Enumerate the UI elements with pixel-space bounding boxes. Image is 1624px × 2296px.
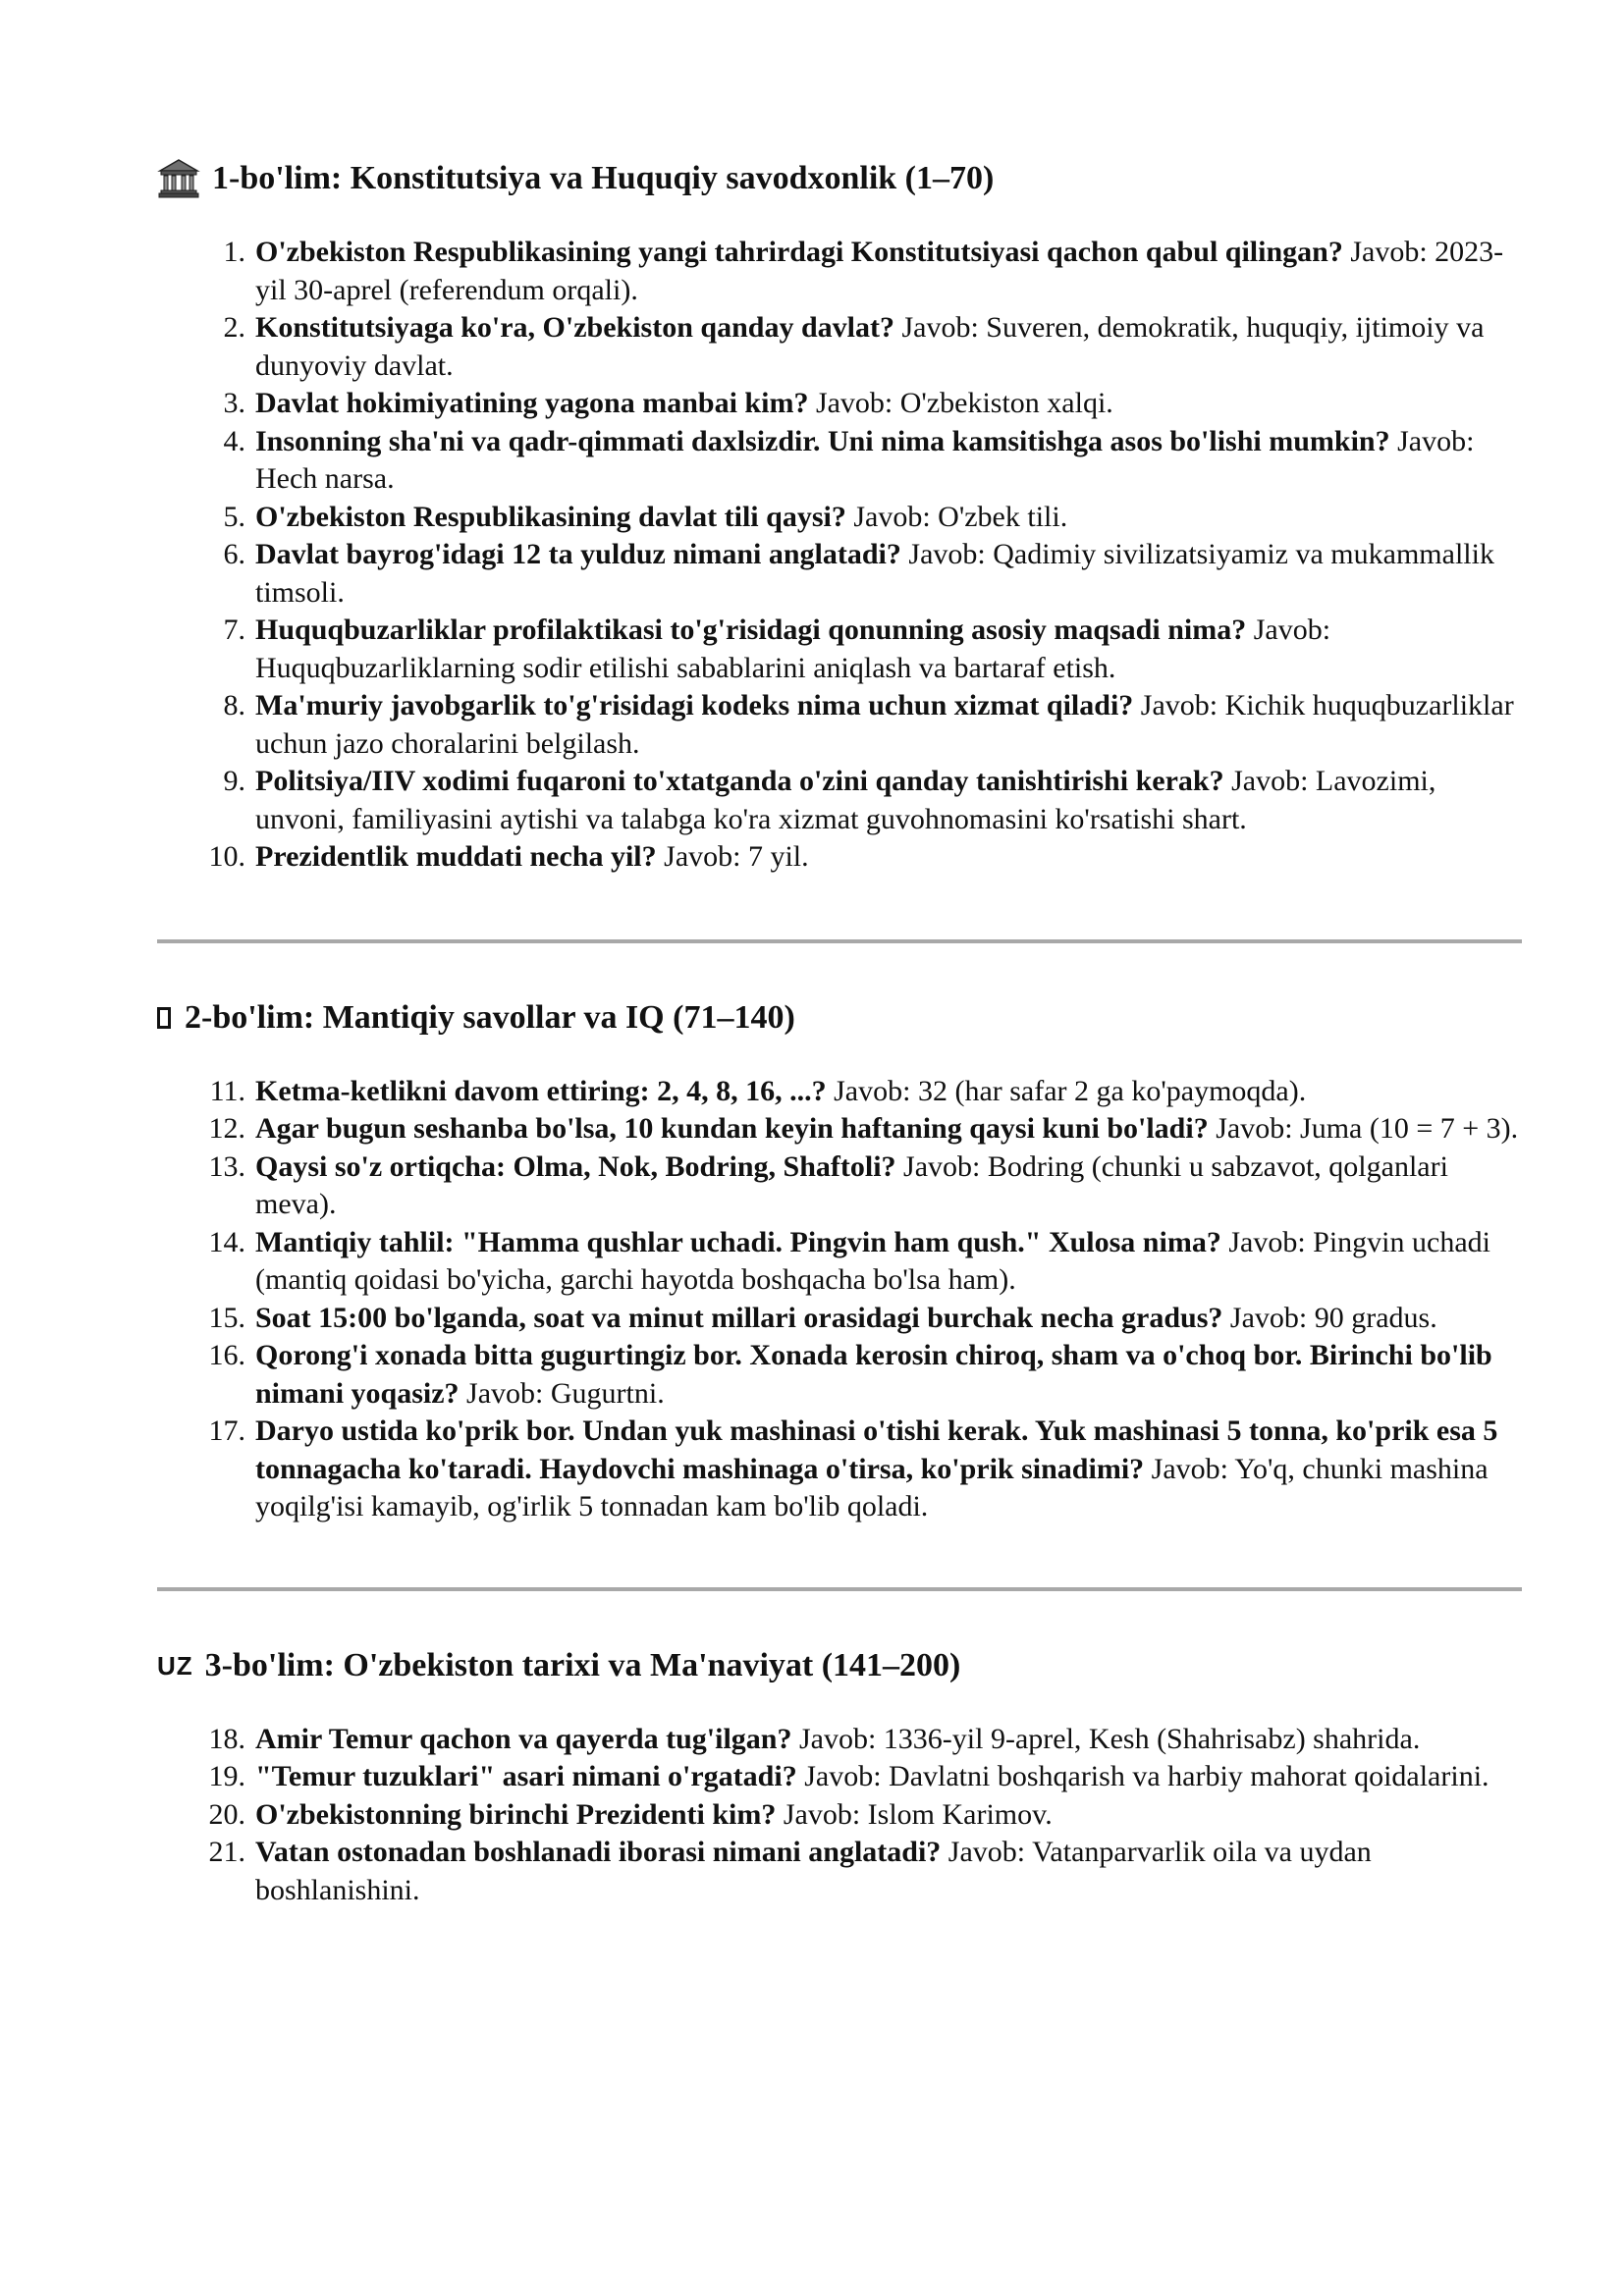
list-item	[157, 1073, 1522, 1111]
item-number: 20.	[208, 1797, 245, 1831]
list-item	[157, 838, 1522, 877]
answer-text: Javob: Hech narsa.	[255, 424, 1475, 495]
question-text: Davlat hokimiyatining yagona manbai kim?	[255, 387, 809, 419]
answer-text: Javob: Bodring (chunki u sabzavot, qolganlari meva).	[255, 1149, 1448, 1220]
item-number: 9.	[223, 765, 245, 797]
list-item	[157, 763, 1522, 838]
section-title: 2-bo'lim: Mantiqiy savollar va IQ (71–140)	[185, 998, 795, 1036]
question-text: Mantiqiy tahlil: "Hamma qushlar uchadi. Pingvin ham qush." Xulosa nima?	[255, 1225, 1221, 1258]
item-number: 19.	[208, 1760, 245, 1792]
answer-text: Javob: Juma (10 = 7 + 3).	[1208, 1112, 1519, 1145]
question-text: "Temur tuzuklari" asari nimani o'rgatadi?	[255, 1760, 797, 1792]
list-item	[157, 309, 1522, 385]
item-number: 21.	[208, 1836, 245, 1868]
item-number: 14.	[208, 1225, 245, 1258]
list-item	[157, 1148, 1522, 1224]
question-text: O'zbekiston Respublikasining yangi tahrirdagi Konstitutsiyasi qachon qabul qilingan?	[255, 236, 1343, 268]
answer-text: Javob: 90 gradus.	[1222, 1301, 1437, 1334]
item-number: 10.	[208, 840, 245, 873]
question-text: Vatan ostonadan boshlanadi iborasi nimani anglatadi?	[255, 1836, 942, 1868]
list-item	[157, 1796, 1522, 1835]
answer-text: Javob: Pingvin uchadi (mantiq qoidasi bo'yicha, garchi hayotda boshqacha bo'lsa ham).	[255, 1225, 1490, 1296]
list-item	[157, 536, 1522, 612]
list-item	[157, 1758, 1522, 1796]
list-item	[157, 1224, 1522, 1300]
document-page	[157, 157, 1522, 1909]
item-number: 15.	[208, 1301, 245, 1334]
section-heading	[157, 1644, 1522, 1687]
list-item	[157, 1834, 1522, 1909]
question-text: Prezidentlik muddati necha yil?	[255, 840, 657, 873]
item-number: 7.	[223, 614, 245, 646]
answer-text: Javob: Suveren, demokratik, huquqiy, ijtimoiy va dunyoviy davlat.	[255, 311, 1485, 382]
question-text: Qorong'i xonada bitta gugurtingiz bor. Xonada kerosin chiroq, sham va o'choq bor. Birinchi bo'lib nimani yoqasiz?	[255, 1339, 1492, 1410]
question-list	[157, 1073, 1522, 1526]
question-text: Insonning sha'ni va qadr-qimmati daxlsizdir. Uni nima kamsitishga asos bo'lishi mumkin?	[255, 424, 1390, 457]
question-text: Politsiya/IIV xodimi fuqaroni to'xtatganda o'zini qanday tanishtirishi kerak?	[255, 765, 1224, 797]
item-number: 16.	[208, 1339, 245, 1371]
question-text: Daryo ustida ko'prik bor. Undan yuk mashinasi o'tishi kerak. Yuk mashinasi 5 tonna, ko'prik esa 5 tonnagacha ko'taradi. Haydovchi mashinaga o'tirsa, ko'prik sinadimi?	[255, 1415, 1498, 1485]
list-item	[157, 1413, 1522, 1526]
item-number: 2.	[223, 311, 245, 344]
answer-text: Javob: 7 yil.	[656, 840, 809, 873]
answer-text: Javob: O'zbekiston xalqi.	[808, 387, 1113, 419]
list-item	[157, 1337, 1522, 1413]
list-item	[157, 612, 1522, 687]
section-3	[157, 1644, 1522, 1910]
item-number: 18.	[208, 1722, 245, 1755]
answer-text: Javob: Davlatni boshqarish va harbiy mahorat qoidalarini.	[796, 1760, 1489, 1792]
item-number: 3.	[223, 387, 245, 419]
list-item	[157, 234, 1522, 309]
answer-text: Javob: Lavozimi, unvoni, familiyasini aytishi va talabga ko'ra xizmat guvohnomasini ko'rsatishi shart.	[255, 765, 1436, 835]
section-title: 3-bo'lim: O'zbekiston tarixi va Ma'naviyat (141–200)	[204, 1646, 961, 1683]
list-item	[157, 1300, 1522, 1338]
classical-building-icon	[157, 157, 200, 200]
item-number: 5.	[223, 500, 245, 533]
list-item	[157, 1721, 1522, 1759]
question-text: Konstitutsiyaga ko'ra, O'zbekiston qanday davlat?	[255, 311, 894, 344]
item-number: 17.	[208, 1415, 245, 1447]
question-list	[157, 1721, 1522, 1910]
answer-text: Javob: Vatanparvarlik oila va uydan boshlanishini.	[255, 1836, 1372, 1906]
section-heading	[157, 996, 1522, 1040]
question-list	[157, 234, 1522, 877]
list-item	[157, 687, 1522, 763]
question-text: O'zbekiston Respublikasining davlat tili qaysi?	[255, 500, 846, 533]
section-2	[157, 996, 1522, 1526]
answer-text: Javob: Kichik huquqbuzarliklar uchun jazo choralarini belgilash.	[255, 689, 1514, 760]
list-item	[157, 499, 1522, 537]
item-number: 6.	[223, 538, 245, 570]
answer-text: Javob: Islom Karimov.	[776, 1797, 1053, 1831]
list-item	[157, 385, 1522, 423]
answer-text: Javob: Yo'q, chunki mashina yoqilg'isi kamayib, og'irlik 5 tonnadan kam bo'lib qoladi.	[255, 1452, 1489, 1522]
answer-text: Javob: Gugurtni.	[459, 1376, 665, 1410]
section-title: 1-bo'lim: Konstitutsiya va Huquqiy savodxonlik (1–70)	[212, 160, 995, 196]
question-text: Qaysi so'z ortiqcha: Olma, Nok, Bodring, Shaftoli?	[255, 1149, 896, 1183]
list-item	[157, 423, 1522, 499]
question-text: Ma'muriy javobgarlik to'g'risidagi kodeks nima uchun xizmat qiladi?	[255, 689, 1134, 721]
answer-text: Javob: O'zbek tili.	[845, 500, 1068, 533]
item-number: 12.	[208, 1112, 245, 1145]
question-text: Amir Temur qachon va qayerda tug'ilgan?	[255, 1722, 792, 1755]
question-text: Huquqbuzarliklar profilaktikasi to'g'risidagi qonunning asosiy maqsadi nima?	[255, 614, 1247, 646]
item-number: 4.	[223, 424, 245, 457]
list-item	[157, 1110, 1522, 1148]
answer-text: Javob: Qadimiy sivilizatsiyamiz va mukammallik timsoli.	[255, 538, 1494, 609]
item-number: 8.	[223, 689, 245, 721]
item-number: 1.	[223, 236, 245, 268]
answer-text: Javob: 32 (har safar 2 ga ko'paymoqda).	[826, 1074, 1307, 1107]
question-text: Davlat bayrog'idagi 12 ta yulduz nimani anglatadi?	[255, 538, 901, 570]
section-1	[157, 157, 1522, 877]
question-text: Ketma-ketlikni davom ettiring: 2, 4, 8, 16, ...?	[255, 1074, 827, 1107]
item-number: 13.	[208, 1149, 245, 1183]
answer-text: Javob: Huquqbuzarliklarning sodir etilishi sabablarini aniqlash va bartaraf etish.	[255, 614, 1331, 684]
section-heading	[157, 157, 1522, 200]
question-text: O'zbekistonning birinchi Prezidenti kim?	[255, 1797, 777, 1831]
answer-text: Javob: 2023-yil 30-aprel (referendum orqali).	[255, 236, 1504, 306]
empty-box-icon	[157, 1007, 171, 1029]
question-text: Agar bugun seshanba bo'lsa, 10 kundan keyin haftaning qaysi kuni bo'ladi?	[255, 1112, 1209, 1145]
answer-text: Javob: 1336-yil 9-aprel, Kesh (Shahrisabz) shahrida.	[791, 1722, 1421, 1755]
question-text: Soat 15:00 bo'lganda, soat va minut millari orasidagi burchak necha gradus?	[255, 1301, 1223, 1334]
uz-flag-icon: UZ	[157, 1650, 193, 1681]
item-number: 11.	[209, 1074, 245, 1107]
